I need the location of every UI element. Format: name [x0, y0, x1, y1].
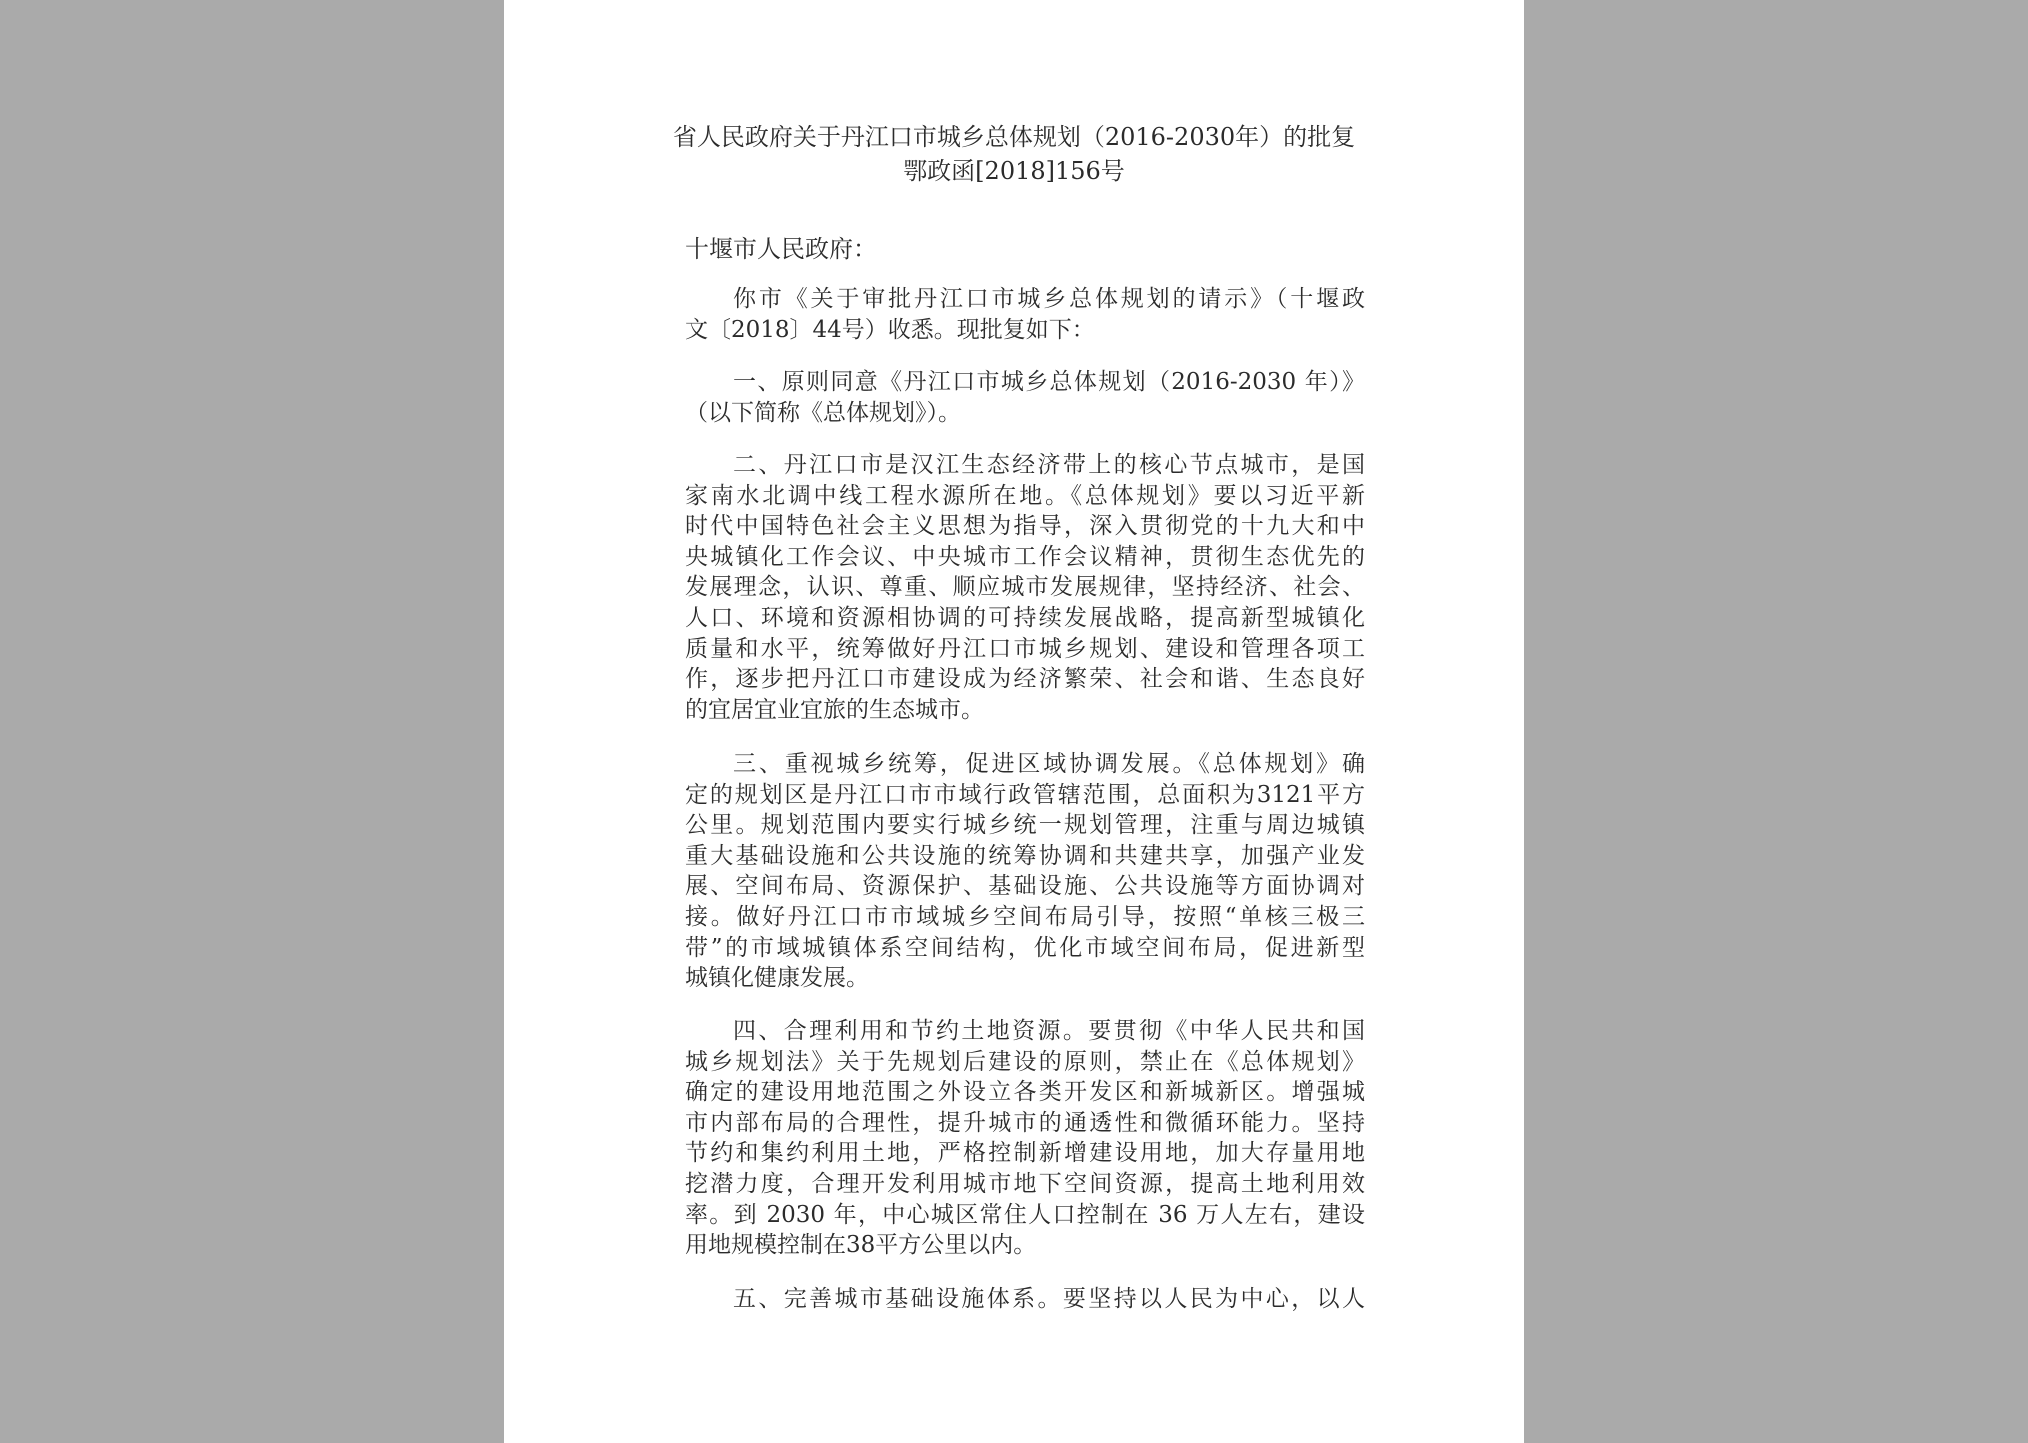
- paragraph-line: 城镇化健康发展。: [685, 965, 869, 992]
- paragraph-line: 率。到 2030 年，中心城区常住人口控制在 36 万人左右，建设: [685, 1201, 1365, 1228]
- paragraph-line: 城乡规划法》关于先规划后建设的原则，禁止在《总体规划》: [685, 1048, 1365, 1075]
- document-page: [504, 0, 1524, 1443]
- paragraph-3: [685, 450, 1365, 725]
- paragraph-6: [685, 1284, 1365, 1315]
- paragraph-line: 央城镇化工作会议、中央城市工作会议精神，贯彻生态优先的: [685, 543, 1365, 570]
- paragraph-line: 一、原则同意《丹江口市城乡总体规划（2016-2030 年）》: [733, 369, 1365, 395]
- paragraph-line: 人口、环境和资源相协调的可持续发展战略，提高新型城镇化: [685, 604, 1365, 631]
- salutation: 十堰市人民政府：: [685, 235, 877, 263]
- paragraph-line: 公里。规划范围内要实行城乡统一规划管理，注重与周边城镇: [685, 812, 1365, 839]
- paragraph-line: 展、空间布局、资源保护、基础设施、公共设施等方面协调对: [685, 873, 1365, 900]
- paragraph-line: 市内部布局的合理性，提升城市的通透性和微循环能力。坚持: [685, 1109, 1365, 1136]
- paragraph-line: 的宜居宜业宜旅的生态城市。: [685, 696, 984, 723]
- paragraph-1: [685, 284, 1365, 345]
- document-title: 省人民政府关于丹江口市城乡总体规划（2016-2030年）的批复: [672, 123, 1356, 151]
- paragraph-line: 五、完善城市基础设施体系。要坚持以人民为中心，以人: [733, 1286, 1365, 1312]
- paragraph-line: 时代中国特色社会主义思想为指导，深入贯彻党的十九大和中: [685, 513, 1365, 540]
- paragraph-2: [685, 367, 1365, 428]
- paragraph-line: 接。做好丹江口市市域城乡空间布局引导，按照“单核三极三: [685, 903, 1365, 930]
- paragraph-line: 挖潜力度，合理开发利用城市地下空间资源，提高土地利用效: [685, 1170, 1365, 1197]
- paragraph-line: 三、重视城乡统筹，促进区域协调发展。《总体规划》确: [733, 751, 1365, 777]
- document-number: 鄂政函[2018]156号: [903, 157, 1125, 185]
- paragraph-line: 二、丹江口市是汉江生态经济带上的核心节点城市，是国: [733, 452, 1365, 478]
- paragraph-line: 你市《关于审批丹江口市城乡总体规划的请示》（十堰政: [733, 286, 1365, 312]
- paragraph-line: （以下简称《总体规划》）。: [685, 399, 961, 426]
- paragraph-line: 节约和集约利用土地，严格控制新增建设用地，加大存量用地: [685, 1140, 1365, 1167]
- paragraph-line: 确定的建设用地范围之外设立各类开发区和新城新区。增强城: [685, 1079, 1365, 1106]
- paragraph-line: 用地规模控制在38平方公里以内。: [685, 1232, 1037, 1259]
- paragraph-5: [685, 1016, 1365, 1261]
- paragraph-line: 发展理念，认识、尊重、顺应城市发展规律，坚持经济、社会、: [685, 574, 1365, 601]
- paragraph-4: [685, 749, 1365, 994]
- paragraph-line: 家南水北调中线工程水源所在地。《总体规划》要以习近平新: [685, 482, 1365, 509]
- paragraph-line: 带”的市域城镇体系空间结构，优化市域空间布局，促进新型: [685, 934, 1365, 961]
- paragraph-line: 作，逐步把丹江口市建设成为经济繁荣、社会和谐、生态良好: [685, 666, 1365, 693]
- paragraph-line: 质量和水平，统筹做好丹江口市城乡规划、建设和管理各项工: [685, 635, 1365, 662]
- paragraph-line: 四、合理利用和节约土地资源。要贯彻《中华人民共和国: [733, 1018, 1365, 1044]
- paragraph-line: 定的规划区是丹江口市市域行政管辖范围，总面积为3121平方: [685, 781, 1365, 808]
- paragraph-line: 重大基础设施和公共设施的统筹协调和共建共享，加强产业发: [685, 842, 1365, 869]
- paragraph-line: 文〔2018〕44号）收悉。现批复如下：: [685, 316, 1095, 343]
